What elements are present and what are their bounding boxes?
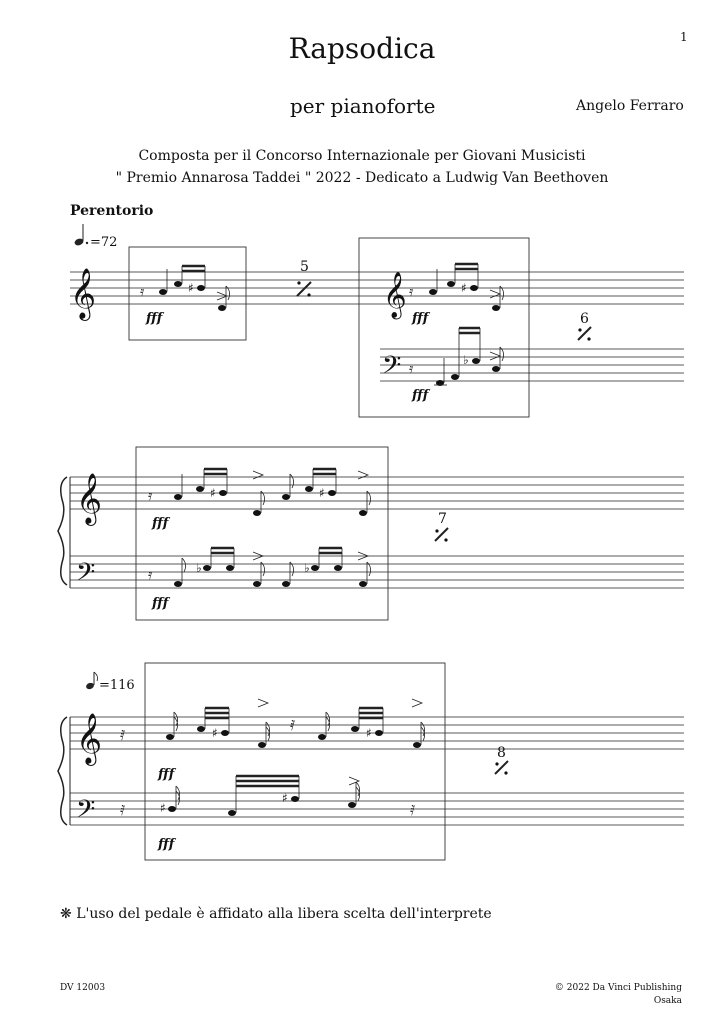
dedication-line-2: " Premio Annarosa Taddei " 2022 - Dedicato a Ludwig Van Beethoven [115, 170, 609, 186]
page-title: Rapsodica [288, 32, 436, 65]
treble-clef-icon: 𝄞 [76, 473, 103, 524]
dedication-line-1: Composta per il Concorso Internazionale per Giovani Musicisti [138, 148, 586, 164]
staff-treble-1 [70, 272, 684, 304]
dynamic-m3-bass: fff [152, 596, 169, 611]
svg-text:♯: ♯ [282, 791, 288, 805]
dynamic-m4-treble: fff [158, 767, 175, 782]
bass-clef-icon: 𝄢 [382, 351, 402, 386]
svg-text:♯: ♯ [160, 801, 166, 815]
svg-text:𝅀: 𝅀 [410, 803, 416, 819]
svg-text:6: 6 [580, 311, 589, 327]
box-m3 [136, 447, 388, 620]
box-m2 [359, 238, 529, 417]
tempo-mark-1-text: =72 [90, 235, 118, 250]
treble-clef-icon: 𝄞 [383, 272, 407, 318]
pedal-footnote [60, 906, 492, 922]
svg-text:♭: ♭ [304, 561, 310, 575]
page-number: 1 [680, 30, 688, 44]
box-m4 [145, 663, 445, 860]
repeat-measure-5 [297, 259, 311, 297]
svg-text:♯: ♯ [188, 281, 194, 295]
repeat-measure-7 [435, 511, 448, 542]
repeat-measure-6 [578, 311, 591, 341]
staff-bass-1 [380, 349, 684, 381]
svg-text:♯: ♯ [461, 281, 467, 295]
svg-text:𝄿: 𝄿 [409, 284, 414, 300]
svg-text:♯: ♯ [319, 486, 325, 500]
repeat-measure-8 [495, 745, 508, 775]
staff-bass-2 [70, 556, 684, 588]
svg-text:8: 8 [497, 745, 506, 761]
dynamic-m3-treble: fff [152, 516, 169, 531]
svg-text:♯: ♯ [210, 486, 216, 500]
dynamic-m4-bass: fff [158, 837, 175, 852]
svg-text:♭: ♭ [463, 353, 469, 367]
brace-icon [58, 477, 67, 585]
notes-m3-bass [148, 548, 371, 587]
svg-text:𝅀: 𝅀 [120, 728, 126, 744]
asterism-flower-icon: ❋ [60, 906, 72, 922]
treble-clef-icon: 𝄞 [70, 268, 97, 319]
pedal-footnote-text: L'uso del pedale è affidato alla libera scelta dell'interprete [76, 906, 492, 922]
dynamic-m1: fff [146, 311, 163, 326]
brace-icon [58, 717, 67, 825]
dynamic-m2-bass: fff [412, 388, 429, 403]
treble-clef-icon: 𝄞 [76, 713, 103, 764]
svg-text:♯: ♯ [366, 726, 372, 740]
bass-clef-icon: 𝄢 [76, 558, 96, 593]
composer-name: Angelo Ferraro [576, 98, 684, 114]
svg-text:𝄿: 𝄿 [148, 488, 153, 504]
catalog-number: DV 12003 [60, 983, 106, 993]
svg-text:7: 7 [438, 511, 447, 527]
svg-text:𝄿: 𝄿 [409, 361, 414, 377]
svg-text:5: 5 [300, 259, 309, 275]
system-3 [58, 663, 684, 860]
svg-text:𝅀: 𝅀 [290, 718, 296, 734]
dynamic-m2-treble: fff [412, 311, 429, 326]
svg-text:𝄿: 𝄿 [148, 567, 153, 583]
tempo-mark-1 [74, 224, 118, 250]
system-2 [58, 447, 684, 620]
subtitle: per pianoforte [290, 94, 436, 118]
tempo-mark-2 [85, 672, 135, 693]
bass-clef-icon: 𝄢 [76, 795, 96, 830]
copyright: © 2022 Da Vinci Publishing [554, 983, 682, 993]
tempo-mark-2-text: =116 [99, 678, 135, 693]
svg-text:♭: ♭ [196, 561, 202, 575]
notes-m4-bass [120, 776, 415, 819]
system-1 [70, 224, 684, 417]
svg-text:𝄿: 𝄿 [140, 284, 145, 300]
svg-text:𝅀: 𝅀 [120, 803, 126, 819]
tempo-text: Perentorio [70, 203, 154, 219]
staff-treble-2 [70, 477, 684, 509]
publisher-city: Osaka [653, 996, 682, 1006]
svg-text:♯: ♯ [212, 726, 218, 740]
